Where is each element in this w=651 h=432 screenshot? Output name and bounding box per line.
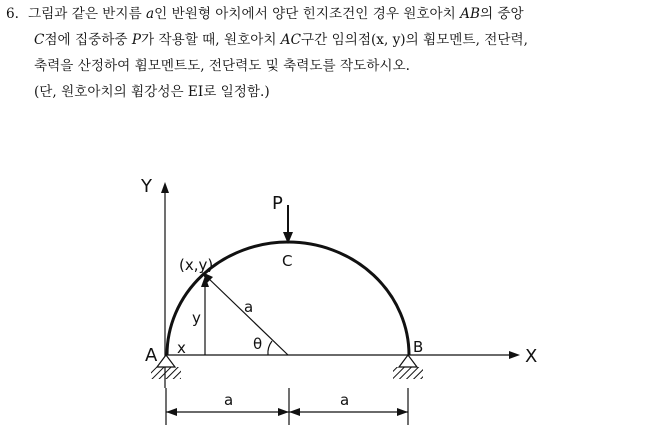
dim-arrow-icon <box>397 408 408 416</box>
problem-line-4: (단, 원호아치의 휨강성은 EI로 일정함.) <box>34 84 270 100</box>
text-segment: 점에 집중하중 <box>44 32 132 48</box>
label-theta: θ <box>253 335 263 353</box>
label-point-xy: (x,y) <box>179 256 214 274</box>
problem-line-3: 축력을 산정하여 휨모멘트도, 전단력도 및 축력도를 작도하시오. <box>34 58 410 74</box>
variable-p: P <box>131 32 141 48</box>
hinge-support-a-icon <box>157 355 175 367</box>
x-axis-arrow-icon <box>509 351 520 359</box>
label-point-a: A <box>145 345 158 366</box>
variable-ac: AC <box>280 32 302 48</box>
dim-label-right: a <box>340 391 350 409</box>
dim-arrow-icon <box>289 408 300 416</box>
hinge-support-b-icon <box>399 355 417 367</box>
label-y-axis: Y <box>141 176 152 197</box>
label-x: x <box>177 339 186 357</box>
support-b <box>393 355 423 379</box>
problem-number: 6. <box>6 6 19 22</box>
label-y: y <box>192 309 201 327</box>
dim-label-left: a <box>224 391 234 409</box>
variable-a: a <box>146 6 155 22</box>
dim-arrow-icon <box>278 408 289 416</box>
text-segment: 인 반원형 아치에서 양단 힌지조건인 경우 원호아치 <box>154 6 461 22</box>
label-x-axis: X <box>525 346 538 367</box>
ground-hatch-b <box>393 367 423 379</box>
variable-ab: AB <box>460 6 480 22</box>
text-segment: 의 중앙 <box>479 6 524 22</box>
ground-hatch-a <box>151 367 181 379</box>
label-load-p: P <box>272 193 283 214</box>
dim-arrow-icon <box>166 408 177 416</box>
variable-c: C <box>34 32 45 48</box>
label-radius-a: a <box>244 298 254 316</box>
theta-arc <box>268 341 272 355</box>
y-axis-arrow-icon <box>161 182 169 193</box>
text-segment: 구간 임의점(x, y)의 휨모멘트, 전단력, <box>301 32 528 48</box>
label-point-b: B <box>413 338 424 356</box>
text-segment: 가 작용할 때, 원호아치 <box>141 32 281 48</box>
text-segment: 그림과 같은 반지름 <box>28 6 147 22</box>
label-point-c: C <box>282 252 293 270</box>
